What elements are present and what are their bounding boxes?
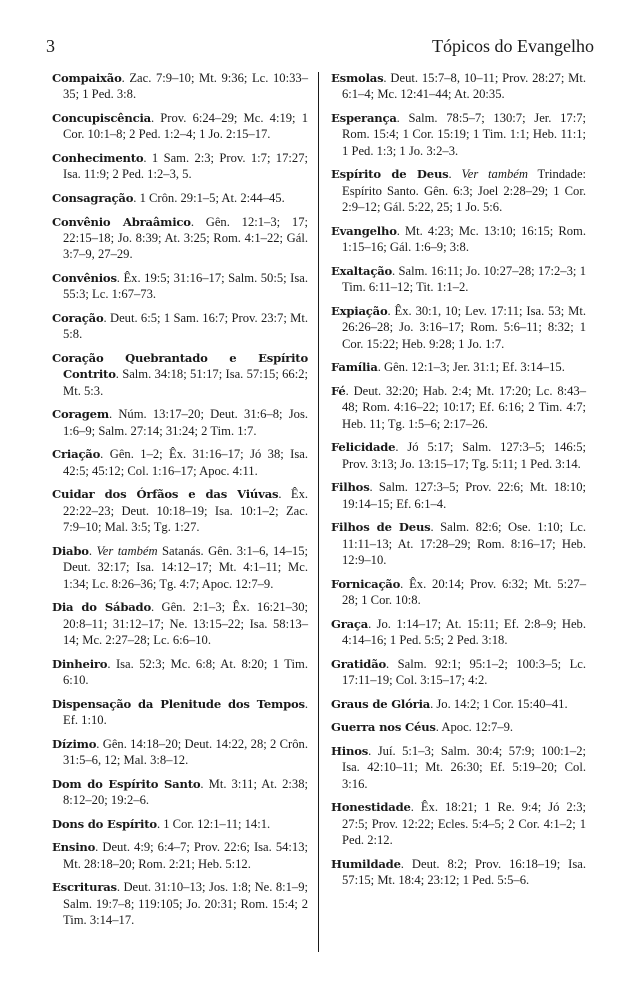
see-also-target: Trindade: Espírito Santo. xyxy=(342,167,587,198)
topic-term: Coração Quebrantado e Espírito Contrito xyxy=(52,351,308,382)
scripture-references: Jo. 14:2; 1 Cor. 15:40–41. xyxy=(436,696,568,711)
scripture-references: Êx. 30:1, 10; Lev. 17:11; Isa. 53; Mt. 26:26–28; Jo. 3:16–17; Rom. 5:6–11; 8:32; 1 Cor. 15:22; Heb. 9:28; 1 Jo. 1:7. xyxy=(342,303,586,351)
topic-entry: Hinos. Juí. 5:1–3; Salm. 30:4; 57:9; 100:1–2; Isa. 42:10–11; Mt. 26:30; Ef. 5:19–20; Col. 3:16. xyxy=(331,743,587,791)
scripture-references: Apoc. 12:7–9. xyxy=(441,720,514,735)
topic-term: Coragem xyxy=(52,407,109,422)
topic-entry: Gratidão. Salm. 92:1; 95:1–2; 100:3–5; Lc. 17:11–19; Col. 3:15–17; 4:2. xyxy=(331,656,587,688)
scripture-references: Salm. 78:5–7; 130:7; Jer. 17:7; Rom. 15:4; 1 Cor. 15:19; 1 Tim. 1:1; Heb. 11:1; 1 Ped. 1:3; 1 Jo. 3:2–3. xyxy=(342,111,587,158)
scripture-references: Deut. 31:10–13; Jos. 1:8; Ne. 8:1–9; Salm. 19:7–8; 119:105; Jo. 20:31; Rom. 15:4; 2 Tim. 3:14–17. xyxy=(63,880,309,928)
topic-entry: Dispensação da Plenitude dos Tempos. Ef. 1:10. xyxy=(52,696,308,728)
topic-term: Diabo xyxy=(52,543,89,558)
topic-term: Honestidade xyxy=(331,800,411,815)
scripture-references: Gên. 6:3; Joel 2:28–29; 1 Cor. 2:9–12; Gál. 5:22, 25; 1 Jo. 5:6. xyxy=(342,183,586,215)
topic-term: Conhecimento xyxy=(52,151,144,165)
topic-entry: Esmolas. Deut. 15:7–8, 10–11; Prov. 28:27; Mt. 6:1–4; Mc. 12:41–44; At. 20:35. xyxy=(331,71,587,102)
see-also-label: Ver também xyxy=(461,167,528,182)
scripture-references: Juí. 5:1–3; Salm. 30:4; 57:9; 100:1–2; Isa. 42:10–11; Mt. 26:30; Ef. 5:19–20; Col. 3:16. xyxy=(342,743,587,791)
topic-term: Convênio Abraâmico xyxy=(52,214,191,229)
topic-entry: Evangelho. Mt. 4:23; Mc. 13:10; 16:15; Rom. 1:15–16; Gál. 1:6–9; 3:8. xyxy=(331,223,586,255)
topic-term: Coração xyxy=(52,311,104,325)
topic-entry: Felicidade. Jó 5:17; Salm. 127:3–5; 146:5; Prov. 3:13; Jo. 13:15–17; Tg. 5:11; 1 Ped. 3:14. xyxy=(331,440,586,471)
topic-entry: Coragem. Núm. 13:17–20; Deut. 31:6–8; Jos. 1:6–9; Salm. 27:14; 31:24; 2 Tim. 1:7. xyxy=(52,407,308,438)
topic-entry: Compaixão. Zac. 7:9–10; Mt. 9:36; Lc. 10:33–35; 1 Ped. 3:8. xyxy=(52,71,308,102)
running-title: Tópicos do Evangelho xyxy=(432,36,594,56)
topic-entry: Humildade. Deut. 8:2; Prov. 16:18–19; Isa. 57:15; Mt. 18:4; 23:12; 1 Ped. 5:5–6. xyxy=(331,856,586,888)
topic-term: Compaixão xyxy=(52,71,122,85)
topic-entry: Diabo. Ver também Satanás. Gên. 3:1–6, 14–15; Deut. 32:17; Isa. 14:12–17; Mt. 4:1–11; Mc. 1:34; Lc. 8:26–36; Tg. 4:7; Apoc. 12:7–9. xyxy=(52,543,309,591)
topic-term: Expiação xyxy=(331,303,388,318)
topic-term: Dia do Sábado xyxy=(52,600,151,615)
topic-entry: Cuidar dos Órfãos e das Viúvas. Êx. 22:22–23; Deut. 10:18–19; Isa. 10:1–2; Zac. 7:9–10; Mal. 3:5; Tg. 1:27. xyxy=(52,487,309,535)
topic-entry: Graus de Glória. Jo. 14:2; 1 Cor. 15:40–41. xyxy=(331,696,568,711)
topic-term: Hinos xyxy=(331,743,369,758)
topic-term: Fé xyxy=(331,383,346,398)
topic-entry: Filhos. Salm. 127:3–5; Prov. 22:6; Mt. 18:10; 19:14–15; Ef. 6:1–4. xyxy=(331,480,586,511)
topic-entry: Conhecimento. 1 Sam. 2:3; Prov. 1:7; 17:27; Isa. 11:9; 2 Ped. 1:2–3, 5. xyxy=(52,151,308,182)
scripture-references: Salm. 34:18; 51:17; Isa. 57:15; 66:2; Mt. 5:3. xyxy=(63,367,309,398)
scripture-references: Isa. 52:3; Mc. 6:8; At. 8:20; 1 Tim. 6:10. xyxy=(63,656,308,688)
topic-entry: Convênio Abraâmico. Gên. 12:1–3; 17; 22:15–18; Jo. 8:39; At. 3:25; Rom. 4:1–22; Gál. 3:7–9, 27–29. xyxy=(52,214,308,262)
scripture-references: Deut. 8:2; Prov. 16:18–19; Isa. 57:15; Mt. 18:4; 23:12; 1 Ped. 5:5–6. xyxy=(342,856,586,888)
scripture-references: Gên. 12:1–3; Jer. 31:1; Ef. 3:14–15. xyxy=(384,360,565,375)
scripture-references: Salm. 127:3–5; Prov. 22:6; Mt. 18:10; 19:14–15; Ef. 6:1–4. xyxy=(342,480,586,511)
topic-term: Dízimo xyxy=(52,736,97,751)
topic-term: Espírito de Deus xyxy=(331,167,449,182)
topic-entry: Escrituras. Deut. 31:10–13; Jos. 1:8; Ne. 8:1–9; Salm. 19:7–8; 119:105; Jo. 20:31; Rom. 15:4; 2 Tim. 3:14–17. xyxy=(52,880,309,928)
scripture-references: Jó 5:17; Salm. 127:3–5; 146:5; Prov. 3:13; Jo. 13:15–17; Tg. 5:11; 1 Ped. 3:14. xyxy=(342,440,586,471)
scripture-references: Jo. 1:14–17; At. 15:11; Ef. 2:8–9; Heb. 4:14–16; 1 Ped. 5:5; 2 Ped. 3:18. xyxy=(342,616,586,648)
see-also-label: Ver também xyxy=(96,543,158,558)
topic-entry: Filhos de Deus. Salm. 82:6; Ose. 1:10; Lc. 11:11–13; At. 17:28–29; Rom. 8:16–17; Heb. 12:9–10. xyxy=(331,520,586,568)
topic-term: Evangelho xyxy=(331,223,397,238)
topic-term: Escrituras xyxy=(52,880,117,895)
scripture-references: Êx. 20:14; Prov. 6:32; Mt. 5:27–28; 1 Cor. 10:8. xyxy=(342,576,586,608)
topic-term: Humildade xyxy=(331,856,401,871)
topic-entry: Dízimo. Gên. 14:18–20; Deut. 14:22, 28; 2 Crôn. 31:5–6, 12; Mal. 3:8–12. xyxy=(52,736,308,768)
topic-entry: Concupiscência. Prov. 6:24–29; Mc. 4:19; 1 Cor. 10:1–8; 2 Ped. 1:2–4; 1 Jo. 2:15–17. xyxy=(52,111,309,142)
topic-term: Esperança xyxy=(331,111,397,125)
topic-entry: Guerra nos Céus. Apoc. 12:7–9. xyxy=(331,720,514,735)
see-also-target: Satanás. xyxy=(162,543,204,558)
topic-term: Concupiscência xyxy=(52,111,151,125)
topic-entry: Expiação. Êx. 30:1, 10; Lev. 17:11; Isa. 53; Mt. 26:26–28; Jo. 3:16–17; Rom. 5:6–11; 8:32; 1 Cor. 15:22; Heb. 9:28; 1 Jo. 1:7. xyxy=(331,303,586,351)
topic-term: Guerra nos Céus xyxy=(331,720,436,735)
scripture-references: Prov. 6:24–29; Mc. 4:19; 1 Cor. 10:1–8; 2 Ped. 1:2–4; 1 Jo. 2:15–17. xyxy=(63,111,309,142)
scripture-references: Salm. 82:6; Ose. 1:10; Lc. 11:11–13; At. 17:28–29; Rom. 8:16–17; Heb. 12:9–10. xyxy=(342,520,586,568)
topic-term: Exaltação xyxy=(331,263,393,278)
scripture-references: Deut. 32:20; Hab. 2:4; Mt. 17:20; Lc. 8:43–48; Rom. 4:16–22; 10:17; Ef. 6:16; 2 Tim. 4:7; Heb. 11; Tg. 1:5–6; 2:17–26. xyxy=(342,383,587,431)
topic-entry: Exaltação. Salm. 16:11; Jo. 10:27–28; 17:2–3; 1 Tim. 6:11–12; Tit. 1:1–2. xyxy=(331,263,587,295)
scripture-references: Gên. 2:1–3; Êx. 16:21–30; 20:8–11; 31:12–17; Ne. 13:15–22; Isa. 58:13–14; Mc. 2:27–28; Lc. 6:6–10. xyxy=(63,600,308,648)
topic-term: Dons do Espírito xyxy=(52,816,157,831)
topic-entry: Convênios. Êx. 19:5; 31:16–17; Salm. 50:5; Isa. 55:3; Lc. 1:67–73. xyxy=(52,271,309,302)
scripture-references: Êx. 18:21; 1 Re. 9:4; Jó 2:3; 27:5; Prov. 12:22; Ecles. 5:4–5; 2 Cor. 4:1–2; 1 Ped. 2:12. xyxy=(342,800,587,848)
topic-term: Graça xyxy=(331,616,369,631)
topic-entry: Família. Gên. 12:1–3; Jer. 31:1; Ef. 3:14–15. xyxy=(331,360,565,375)
topic-entry: Dons do Espírito. 1 Cor. 12:1–11; 14:1. xyxy=(52,816,271,831)
scripture-references: Ef. 1:10. xyxy=(63,713,107,728)
scripture-references: Deut. 15:7–8, 10–11; Prov. 28:27; Mt. 6:1–4; Mc. 12:41–44; At. 20:35. xyxy=(342,71,587,102)
topic-term: Cuidar dos Órfãos e das Viúvas xyxy=(52,487,279,502)
topic-term: Ensino xyxy=(52,840,96,855)
topic-term: Filhos xyxy=(331,480,370,495)
scripture-references: Salm. 92:1; 95:1–2; 100:3–5; Lc. 17:11–19; Col. 3:15–17; 4:2. xyxy=(342,656,587,688)
topic-term: Graus de Glória xyxy=(331,696,431,711)
page-header xyxy=(46,36,594,62)
topic-entry: Fé. Deut. 32:20; Hab. 2:4; Mt. 17:20; Lc. 8:43–48; Rom. 4:16–22; 10:17; Ef. 6:16; 2 Tim. 4:7; Heb. 11; Tg. 1:5–6; 2:17–26. xyxy=(331,383,587,431)
scripture-references: 1 Sam. 2:3; Prov. 1:7; 17:27; Isa. 11:9; 2 Ped. 1:2–3, 5. xyxy=(63,151,308,182)
topic-entry: Ensino. Deut. 4:9; 6:4–7; Prov. 22:6; Isa. 54:13; Mt. 28:18–20; Rom. 2:21; Heb. 5:12. xyxy=(52,840,309,871)
topic-entry: Esperança. Salm. 78:5–7; 130:7; Jer. 17:7; Rom. 15:4; 1 Cor. 15:19; 1 Tim. 1:1; Heb. 11:1; 1 Ped. 1:3; 1 Jo. 3:2–3. xyxy=(331,111,587,158)
scripture-references: Gên. 3:1–6, 14–15; Deut. 32:17; Isa. 14:12–17; Mt. 4:1–11; Mc. 1:34; Lc. 8:26–36; Tg. 4:7; Apoc. 12:7–9. xyxy=(63,543,309,591)
topic-term: Felicidade xyxy=(331,440,396,455)
topic-term: Família xyxy=(331,360,378,375)
scripture-references: Zac. 7:9–10; Mt. 9:36; Lc. 10:33–35; 1 Ped. 3:8. xyxy=(63,71,308,102)
scripture-references: 1 Crôn. 29:1–5; At. 2:44–45. xyxy=(139,191,285,205)
column-divider xyxy=(318,72,319,952)
topic-entry: Fornicação. Êx. 20:14; Prov. 6:32; Mt. 5:27–28; 1 Cor. 10:8. xyxy=(331,576,586,608)
scripture-references: Gên. 1–2; Êx. 31:16–17; Jó 38; Isa. 42:5; 45:12; Col. 1:16–17; Apoc. 4:11. xyxy=(63,447,309,478)
page-number: 3 xyxy=(46,36,55,56)
topic-entry: Criação. Gên. 1–2; Êx. 31:16–17; Jó 38; Isa. 42:5; 45:12; Col. 1:16–17; Apoc. 4:11. xyxy=(52,447,309,478)
topic-entry: Dom do Espírito Santo. Mt. 3:11; At. 2:38; 8:12–20; 19:2–6. xyxy=(52,776,308,808)
topic-term: Filhos de Deus xyxy=(331,520,431,535)
scripture-references: Mt. 4:23; Mc. 13:10; 16:15; Rom. 1:15–16; Gál. 1:6–9; 3:8. xyxy=(342,223,586,255)
scripture-references: Núm. 13:17–20; Deut. 31:6–8; Jos. 1:6–9; Salm. 27:14; 31:24; 2 Tim. 1:7. xyxy=(63,407,308,438)
left-column xyxy=(52,70,308,936)
topic-entry: Dinheiro. Isa. 52:3; Mc. 6:8; At. 8:20; 1 Tim. 6:10. xyxy=(52,656,308,688)
scripture-references: Êx. 19:5; 31:16–17; Salm. 50:5; Isa. 55:3; Lc. 1:67–73. xyxy=(63,271,309,302)
scripture-references: Mt. 3:11; At. 2:38; 8:12–20; 19:2–6. xyxy=(63,776,308,808)
topic-term: Dinheiro xyxy=(52,656,108,671)
scripture-references: Deut. 6:5; 1 Sam. 16:7; Prov. 23:7; Mt. 5:8. xyxy=(63,311,308,342)
topic-term: Fornicação xyxy=(331,576,401,591)
topic-entry: Consagração. 1 Crôn. 29:1–5; At. 2:44–45. xyxy=(52,191,285,205)
topic-entry: Dia do Sábado. Gên. 2:1–3; Êx. 16:21–30; 20:8–11; 31:12–17; Ne. 13:15–22; Isa. 58:13–14; Mc. 2:27–28; Lc. 6:6–10. xyxy=(52,600,308,648)
scripture-references: Gên. 12:1–3; 17; 22:15–18; Jo. 8:39; At. 3:25; Rom. 4:1–22; Gál. 3:7–9, 27–29. xyxy=(63,214,308,262)
topic-term: Dispensação da Plenitude dos Tempos xyxy=(52,696,305,711)
topic-term: Convênios xyxy=(52,271,117,285)
topic-entry: Coração. Deut. 6:5; 1 Sam. 16:7; Prov. 23:7; Mt. 5:8. xyxy=(52,311,308,342)
topic-term: Criação xyxy=(52,447,101,462)
scripture-references: Deut. 4:9; 6:4–7; Prov. 22:6; Isa. 54:13; Mt. 28:18–20; Rom. 2:21; Heb. 5:12. xyxy=(63,840,309,871)
topic-entry: Coração Quebrantado e Espírito Contrito. Salm. 34:18; 51:17; Isa. 57:15; 66:2; Mt. 5:3. xyxy=(52,351,309,398)
scripture-references: Salm. 16:11; Jo. 10:27–28; 17:2–3; 1 Tim. 6:11–12; Tit. 1:1–2. xyxy=(342,263,587,295)
scripture-references: Gên. 14:18–20; Deut. 14:22, 28; 2 Crôn. 31:5–6, 12; Mal. 3:8–12. xyxy=(63,736,308,768)
topic-entry: Graça. Jo. 1:14–17; At. 15:11; Ef. 2:8–9; Heb. 4:14–16; 1 Ped. 5:5; 2 Ped. 3:18. xyxy=(331,616,586,648)
topic-term: Consagração xyxy=(52,191,134,205)
topic-entry: Espírito de Deus. Ver também Trindade: Espírito Santo. Gên. 6:3; Joel 2:28–29; 1 Cor. 2:9–12; Gál. 5:22, 25; 1 Jo. 5:6. xyxy=(331,167,587,215)
topic-term: Esmolas xyxy=(331,71,384,85)
scripture-references: Êx. 22:22–23; Deut. 10:18–19; Isa. 10:1–2; Zac. 7:9–10; Mal. 3:5; Tg. 1:27. xyxy=(63,487,309,535)
topic-term: Gratidão xyxy=(331,656,387,671)
topic-term: Dom do Espírito Santo xyxy=(52,776,201,791)
right-column xyxy=(331,70,586,896)
topic-entry: Honestidade. Êx. 18:21; 1 Re. 9:4; Jó 2:3; 27:5; Prov. 12:22; Ecles. 5:4–5; 2 Cor. 4:1–2; 1 Ped. 2:12. xyxy=(331,800,587,848)
scripture-references: 1 Cor. 12:1–11; 14:1. xyxy=(163,816,271,831)
